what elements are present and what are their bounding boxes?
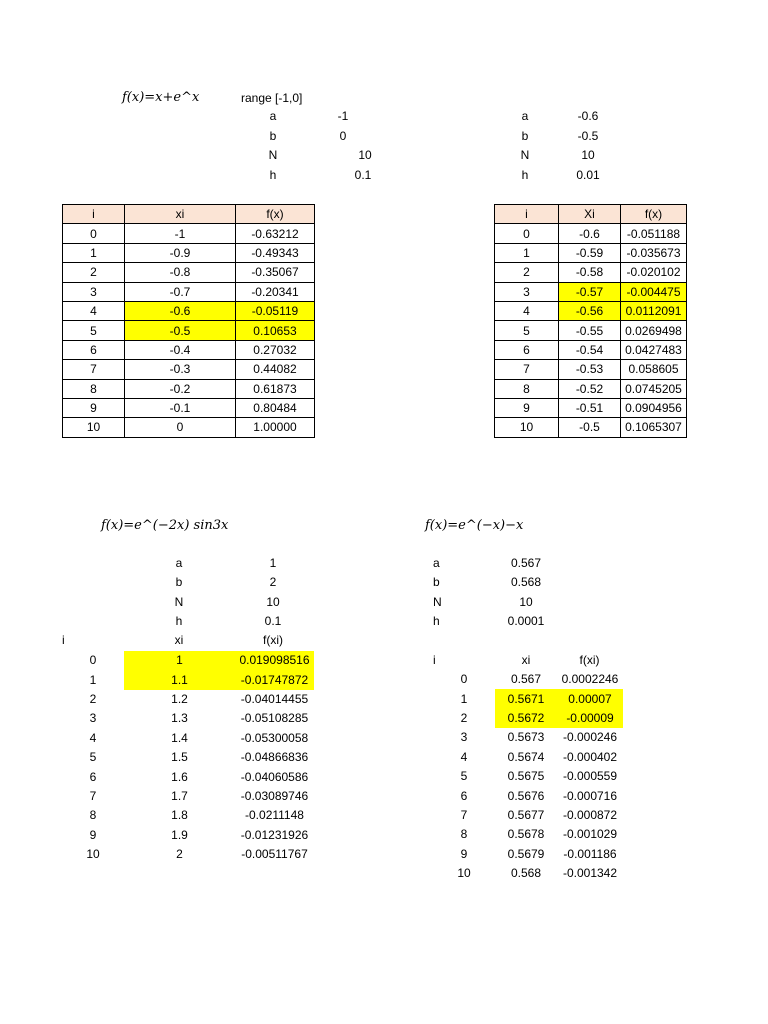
cell-fx: 0.058605 xyxy=(621,360,687,379)
cell-i: 6 xyxy=(495,340,559,359)
column-header-fx: f(x) xyxy=(621,205,687,224)
cell-fx: -0.04014455 xyxy=(240,691,309,706)
cell-i: 8 xyxy=(89,808,97,823)
cell-xi: -0.52 xyxy=(559,379,621,398)
column-header-xi: xi xyxy=(174,633,184,647)
cell-xi: -0.6 xyxy=(125,301,236,320)
param-label-n: N xyxy=(268,148,278,162)
cell-i: 9 xyxy=(495,398,559,417)
cell-i: 6 xyxy=(63,340,125,359)
table-row xyxy=(62,709,314,728)
cell-xi: 0.5679 xyxy=(507,846,545,861)
cell-xi: -0.55 xyxy=(559,321,621,340)
formula-1: f(x)=x+e^x xyxy=(122,90,200,105)
cell-xi: -0.4 xyxy=(125,340,236,359)
table-row xyxy=(63,398,315,417)
cell-fx: -0.05108285 xyxy=(240,711,309,726)
cell-fx: -0.051188 xyxy=(621,224,687,243)
table-row xyxy=(62,690,314,709)
cell-i: 10 xyxy=(495,418,559,437)
cell-xi: 1.9 xyxy=(171,827,188,842)
cell-xi: -0.51 xyxy=(559,398,621,417)
param-label-a-2: a xyxy=(521,109,529,123)
cell-fx: 0.0002246 xyxy=(561,672,619,687)
table-row xyxy=(433,709,623,728)
table-row xyxy=(62,826,314,845)
table-row xyxy=(433,670,623,689)
param-label-b: b xyxy=(269,129,277,143)
cell-fx: -0.001029 xyxy=(562,827,618,842)
column-header-i: i xyxy=(433,653,436,667)
cell-i: 7 xyxy=(63,360,125,379)
cell-i: 10 xyxy=(457,866,471,881)
param-label-n-3: N xyxy=(174,595,184,609)
cell-fx: -0.01747872 xyxy=(235,670,314,689)
cell-xi: -0.58 xyxy=(559,263,621,282)
cell-fx: 0.019098516 xyxy=(235,651,314,670)
column-header-i: i xyxy=(495,205,559,224)
cell-i: 8 xyxy=(63,379,125,398)
cell-xi: 0.5677 xyxy=(507,807,545,822)
cell-xi: -0.57 xyxy=(559,282,621,301)
cell-xi: -0.3 xyxy=(125,360,236,379)
cell-i: 10 xyxy=(63,418,125,437)
formula-4: f(x)=e^(−x)−x xyxy=(425,518,524,533)
table-row xyxy=(495,263,687,282)
column-header-fxi: f(xi) xyxy=(579,653,600,667)
cell-i: 5 xyxy=(63,321,125,340)
cell-i: 4 xyxy=(460,749,468,764)
cell-fx: -0.004475 xyxy=(621,282,687,301)
param-label-b-4: b xyxy=(433,575,440,589)
cell-i: 7 xyxy=(89,788,97,803)
table-row xyxy=(62,787,314,806)
cell-fx: 0.27032 xyxy=(236,340,315,359)
cell-xi: -0.2 xyxy=(125,379,236,398)
cell-fx: -0.04060586 xyxy=(240,769,309,784)
cell-xi: 0.5674 xyxy=(507,749,545,764)
table-row xyxy=(62,729,314,748)
param-label-b-2: b xyxy=(521,129,529,143)
cell-fx: -0.0211148 xyxy=(245,808,304,823)
param-value-n-2: 10 xyxy=(581,148,595,162)
table-row xyxy=(62,651,314,670)
param-label-b-3: b xyxy=(175,575,183,589)
cell-xi: 0.5676 xyxy=(507,788,545,803)
table-row xyxy=(495,398,687,417)
cell-fx: 0.0269498 xyxy=(621,321,687,340)
cell-fx: 0.61873 xyxy=(236,379,315,398)
cell-i: 6 xyxy=(460,788,468,803)
cell-xi: 1.7 xyxy=(171,788,188,803)
cell-xi: 1.6 xyxy=(171,769,188,784)
table-row xyxy=(433,689,623,708)
cell-i: 1 xyxy=(63,243,125,262)
param-value-a-4: 0.567 xyxy=(510,556,542,570)
param-value-b-4: 0.568 xyxy=(510,575,542,589)
cell-xi: 1.1 xyxy=(124,670,235,689)
cell-xi: -1 xyxy=(125,224,236,243)
cell-fx: -0.05119 xyxy=(236,301,315,320)
cell-fx: -0.49343 xyxy=(236,243,315,262)
table-row xyxy=(63,282,315,301)
cell-xi: 2 xyxy=(176,847,183,862)
param-value-a: -1 xyxy=(337,109,349,123)
table-row xyxy=(433,825,623,844)
param-label-n-4: N xyxy=(433,595,442,609)
cell-xi: 0.5671 xyxy=(495,689,557,708)
cell-i: 10 xyxy=(86,847,100,862)
cell-fx: 0.0904956 xyxy=(621,398,687,417)
cell-fx: -0.03089746 xyxy=(240,788,309,803)
cell-xi: 1.8 xyxy=(171,808,188,823)
cell-i: 2 xyxy=(460,710,468,725)
cell-fx: -0.035673 xyxy=(621,243,687,262)
param-label-h-4: h xyxy=(433,614,440,628)
cell-fx: -0.05300058 xyxy=(240,730,309,745)
table-row xyxy=(433,748,623,767)
cell-xi: -0.5 xyxy=(125,321,236,340)
table-row xyxy=(63,340,315,359)
column-header-fx: f(x) xyxy=(236,205,315,224)
cell-fx: -0.000872 xyxy=(562,807,618,822)
table-row xyxy=(433,845,623,864)
param-label-h-2: h xyxy=(521,168,529,182)
cell-fx: -0.001342 xyxy=(562,866,618,881)
cell-fx: -0.000246 xyxy=(562,730,618,745)
cell-i: 4 xyxy=(89,730,97,745)
cell-xi: 0.567 xyxy=(510,672,542,687)
cell-fx: -0.000716 xyxy=(562,788,618,803)
cell-fx: 0.1065307 xyxy=(621,418,687,437)
formula-3: f(x)=e^(−2x) sin3x xyxy=(101,518,229,533)
param-label-n-2: N xyxy=(520,148,530,162)
cell-i: 0 xyxy=(460,672,468,687)
table-row xyxy=(62,767,314,786)
cell-xi: -0.59 xyxy=(559,243,621,262)
column-header-fxi: f(xi) xyxy=(263,633,283,647)
column-header-i: i xyxy=(63,205,125,224)
table-row xyxy=(495,379,687,398)
table-4 xyxy=(433,670,623,883)
table-row xyxy=(495,360,687,379)
cell-xi: 1.2 xyxy=(171,691,188,706)
cell-xi: -0.54 xyxy=(559,340,621,359)
param-label-a-4: a xyxy=(433,556,440,570)
cell-i: 1 xyxy=(89,672,97,687)
table-row xyxy=(495,418,687,437)
cell-fx: 0.0112091 xyxy=(621,301,687,320)
cell-i: 5 xyxy=(495,321,559,340)
column-header-xi: xi xyxy=(125,205,236,224)
table-row xyxy=(495,301,687,320)
param-value-h-3: 0.1 xyxy=(264,614,282,628)
cell-i: 0 xyxy=(89,653,97,668)
cell-fx: -0.35067 xyxy=(236,263,315,282)
cell-i: 4 xyxy=(495,301,559,320)
cell-fx: -0.20341 xyxy=(236,282,315,301)
param-value-h: 0.1 xyxy=(354,168,372,182)
table-row xyxy=(63,321,315,340)
cell-fx: -0.00009 xyxy=(557,709,623,728)
cell-xi: -0.6 xyxy=(559,224,621,243)
table-1 xyxy=(62,204,315,438)
cell-xi: 1 xyxy=(124,651,235,670)
table-row xyxy=(495,243,687,262)
table-row xyxy=(63,243,315,262)
cell-i: 0 xyxy=(63,224,125,243)
cell-fx: 0.00007 xyxy=(557,689,623,708)
table-row xyxy=(63,360,315,379)
cell-i: 1 xyxy=(460,691,468,706)
param-value-n: 10 xyxy=(358,148,372,162)
param-value-b-2: -0.5 xyxy=(577,129,599,143)
table-row xyxy=(62,748,314,767)
cell-fx: -0.001186 xyxy=(563,846,617,861)
cell-i: 3 xyxy=(495,282,559,301)
cell-i: 1 xyxy=(495,243,559,262)
cell-i: 9 xyxy=(89,827,97,842)
range-label: range [-1,0] xyxy=(241,91,303,105)
cell-fx: 0.44082 xyxy=(236,360,315,379)
cell-xi: -0.53 xyxy=(559,360,621,379)
cell-xi: 1.3 xyxy=(171,711,188,726)
cell-i: 7 xyxy=(460,807,468,822)
cell-i: 6 xyxy=(89,769,97,784)
cell-fx: -0.00511767 xyxy=(241,847,308,862)
table-row xyxy=(63,224,315,243)
cell-i: 5 xyxy=(89,750,97,765)
param-value-a-3: 1 xyxy=(269,556,277,570)
cell-fx: 0.80484 xyxy=(236,398,315,417)
cell-xi: 0 xyxy=(125,418,236,437)
table-row xyxy=(433,864,623,883)
column-header-i: i xyxy=(62,633,65,647)
cell-xi: 1.4 xyxy=(171,730,188,745)
table-row xyxy=(433,767,623,786)
column-header-xi: Xi xyxy=(559,205,621,224)
table-row xyxy=(62,806,314,825)
param-label-h-3: h xyxy=(175,614,183,628)
cell-fx: 0.0427483 xyxy=(621,340,687,359)
cell-fx: 0.0745205 xyxy=(621,379,687,398)
cell-i: 0 xyxy=(495,224,559,243)
cell-fx: 0.10653 xyxy=(236,321,315,340)
cell-i: 2 xyxy=(495,263,559,282)
cell-i: 9 xyxy=(63,398,125,417)
table-row xyxy=(62,670,314,689)
param-label-a-3: a xyxy=(175,556,183,570)
table-row xyxy=(495,321,687,340)
table-row xyxy=(433,728,623,747)
cell-i: 8 xyxy=(460,827,468,842)
cell-i: 2 xyxy=(89,691,97,706)
cell-xi: -0.9 xyxy=(125,243,236,262)
table-row xyxy=(63,418,315,437)
cell-i: 3 xyxy=(460,730,468,745)
cell-fx: -0.020102 xyxy=(621,263,687,282)
cell-i: 3 xyxy=(63,282,125,301)
param-value-h-4: 0.0001 xyxy=(507,614,545,628)
cell-xi: 0.5673 xyxy=(507,730,545,745)
column-header-xi: xi xyxy=(521,653,531,667)
param-value-b-3: 2 xyxy=(269,575,277,589)
cell-xi: -0.56 xyxy=(559,301,621,320)
param-value-n-3: 10 xyxy=(266,595,280,609)
cell-xi: -0.5 xyxy=(559,418,621,437)
cell-i: 7 xyxy=(495,360,559,379)
table-row xyxy=(495,224,687,243)
param-value-a-2: -0.6 xyxy=(577,109,599,123)
param-label-h: h xyxy=(269,168,277,182)
cell-fx: 1.00000 xyxy=(236,418,315,437)
table-row xyxy=(495,282,687,301)
table-3 xyxy=(62,651,314,864)
cell-xi: 0.5678 xyxy=(507,827,545,842)
cell-i: 9 xyxy=(460,846,468,861)
cell-fx: -0.000402 xyxy=(562,749,618,764)
cell-xi: 0.5675 xyxy=(507,769,545,784)
cell-i: 2 xyxy=(63,263,125,282)
table-row xyxy=(62,845,314,864)
cell-i: 8 xyxy=(495,379,559,398)
cell-i: 3 xyxy=(89,711,97,726)
table-row xyxy=(495,340,687,359)
table-row xyxy=(433,806,623,825)
cell-fx: -0.01231926 xyxy=(240,827,309,842)
table-row xyxy=(63,301,315,320)
cell-i: 5 xyxy=(460,769,468,784)
cell-xi: 0.568 xyxy=(510,866,542,881)
table-2 xyxy=(494,204,687,438)
cell-xi: 1.5 xyxy=(171,750,188,765)
cell-xi: -0.8 xyxy=(125,263,236,282)
cell-fx: -0.04866836 xyxy=(240,750,309,765)
cell-fx: -0.63212 xyxy=(236,224,315,243)
cell-xi: 0.5672 xyxy=(495,709,557,728)
table-row xyxy=(433,786,623,805)
cell-fx: -0.000559 xyxy=(562,769,618,784)
param-value-n-4: 10 xyxy=(519,595,533,609)
cell-xi: -0.1 xyxy=(125,398,236,417)
param-label-a: a xyxy=(269,109,277,123)
table-row xyxy=(63,379,315,398)
table-row xyxy=(63,263,315,282)
param-value-b: 0 xyxy=(339,129,347,143)
cell-xi: -0.7 xyxy=(125,282,236,301)
param-value-h-2: 0.01 xyxy=(576,168,600,182)
cell-i: 4 xyxy=(63,301,125,320)
